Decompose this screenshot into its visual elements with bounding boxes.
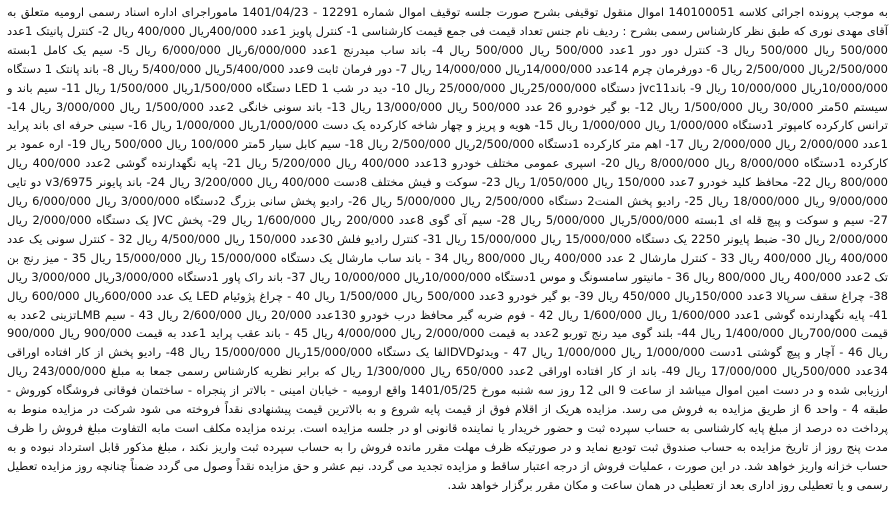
auction-notice-text: به موجب پرونده اجرائی کلاسه 140100051 اموال منقول توقیفی بشرح صورت جلسه توقیف اموال شماره 12291 - 1401/04/23 ماموراجرای اداره اسناد رسمی ارومیه متعلق به آقای مهدی نوری که طبق نظر کارشناس رسمی بشرح : ردیف نام جنس تعداد قیمت فی جمع قیمت کارشناسی 1- کنترل پاویز 1عدد 400/000ریال 400/000 ریال 2- کنترل پانیتک 1عدد 500/000 ریال 500/000 ریال 3- کنترل دور دور 1عدد 500/000 ریال 500/000 ریال 4- باند ساب میدرنج 1عدد 6/000/000ریال 6/000/000 ریال 5- سیم یک کامل 1بسته 2/500/000ریال 2/500/000 ریال 6- دورفرمان چرم 14عدد 14/000/000ریال 14/000/000 ریال 7- دور فرمان ثابت 9عدد 5/400/000ریال 5/400/000 ریال 8- باند پانتک 1 دستگاه 10/000/000ریال 10/000/000 ریال 9- باندjvc11 دستگاه 25/000/000ریال 25/000/000 ریال 10- دید در شب LED 1 دستگاه 1/500/000ریال 1/500/000 ریال 11- سیم باند و سیستم 50متر 30/000 ریال 1/500/000 ریال 12- بو گیر خودرو 26 عدد 500/000 ریال 13/000/000 ریال 13- باند سونی خانگی 2عدد 1/500/000 ریال 3/000/000 ریال 14- ترانس کارکرده کامپوتر 1دستگاه 1/000/000 ریال 1/000/000 ریال 15- هویه و پریز و چهار شاخه کارکرده یک دست 1/000/000ریال 1/000/000 ریال 16- سینی حرفه ای باند پراید 1عدد 2/000/000 ریال 2/000/000 ریال 17- اهم متر کارکرده 1دستگاه 2/500/000ریال 2/500/000 ریال 18- سیم کابل سیار 5متر 100/000 ریال 500/000 ریال 19- اره عمود بر کارکرده 1دستگاه 8/000/000 ریال 8/000/000 ریال 20- اسپری عمومی مختلف خودرو 13عدد 400/000 ریال 5/200/000 ریال 21- پایه نگهدارنده گوشی 2عدد 400/000 ریال 800/000 ریال 22- محافظ کلید خودرو 7عدد 150/000 ریال 1/050/000 ریال 23- سوکت و فیش مختلف 8دست 400/000 ریال 3/200/000 ریال 24- باند پایونر v3/6975 دو تایی 9/000/000 ریال 18/000/000 ریال 25- رادیو پخش المنت2 دستگاه 2/500/000 ریال 5/000/000 ریال 26- رادیو پخش سانی بزرگ 2دستگاه 3/000/000 ریال 6/000/000 ریال 27- سیم و سوکت و پیچ قله ای 1بسته 5/000/000ریال 5/000/000 ریال 28- سیم آی گوی 8عدد 200/000 ریال 1/600/000 ریال 29- پخش JVC یک دستگاه 2/000/000 ریال 2/000/000 ریال 30- ضبط پایونر 2250 یک دستگاه 15/000/000 ریال 15/000/000 ریال 31- کنترل رادیو فلش 30عدد 150/000 ریال 4/500/000 ریال 32 - کنترل سونی یک عدد 400/000 ریال 400/000 ریال 33 - کنترل مارشال 2 عدد 400/000 ریال 800/000 ریال 34 - باند ساب مارشال یک دستگاه 15/000/000 ریال 15/000/000 ریال 35 - میز رنج بن تک 2عدد 400/000 ریال 800/000 ریال 36 - مانیتور سامسونگ و موس 1دستگاه 10/000/000ریال 10/000/000 ریال 37- باند راک پاور 1دستگاه 3/000/000ریال 3/000/000 ریال 38- چراغ سقف سرپالا 3عدد 150/000ریال 450/000 ریال 39- بو گیر خودرو 3عدد 500/000 ریال 1/500/000 ریال 40 - چراغ پژوئیام LED یک عدد 600/000ریال 600/000 ریال 41- پایه نگهدارنده گوشی 1عدد 1/600/000 ریال 1/600/000 ریال 42 - فوم ضربه گیر محافظ درب خودرو 130عدد 20/000 ریال 2/600/000 ریال 43 - سیم LMBتزینی 2عدد به قیمت 700/000ریال 1/400/000 ریال 44- بلند گوی مید رنج توربو 2عدد به قیمت 2/000/000 ریال 4/000/000 ریال 45 - باند عقب پراید 1عدد به قیمت 900/000 ریال 900/000 ریال 46 - آچار و پیچ گوشتی 1دست 1/000/000 ریال 1/000/000 ریال 47 - ویدئوDVDالفا یک دستگاه 15/000/000ریال 15/000/000 ریال 48- رادیو پخش از کار افتاده اوراقی 34عدد 500/000ریال 17/000/000 ریال 49- باند از کار افتاده اوراقی 2عدد 650/000 ریال 1/300/000 ریال که برابر نظریه کارشناس رسمی جمعا به مبلغ 243/000/000 ریال ارزیابی شده و در دست امین اموال میباشد از ساعت 9 الی 12 روز سه شنبه مورخ 1401/05/25 واقع ارومیه - خیابان امینی - بالاتر از پنجراه - ساختمان فوقانی فروشگاه کوروش - طبقه 4 - واحد 6 از طریق مزایده به فروش می رسد. مزایده هریک از اقلام فوق از قیمت پایه شروع و به بالاترین قیمت پیشنهادی نقداً فروخته می شود شرکت در مزایده منوط به پرداخت ده درصد از مبلغ پایه کارشناسی به حساب سپرده ثبت و حضور خریدار یا نماینده قانونی او در جلسه مزایده است. برنده مزایده مکلف است مابه التفاوت مبلغ فروش را ظرف مدت پنج روز از تاریخ مزایده به حساب صندوق ثبت تودیع نماید و در صورتیکه ظرف مهلت مقرر مانده فروش را به حساب سپرده ثبت واریز نکند ، مبلغ مذکور قابل استرداد نبوده و به حساب خزانه واریز خواهد شد. در این صورت ، عملیات فروش از درجه اعتبار ساقط و مزایده تجدید می گردد. نیم عشر و حق مزایده نقداً وصول می گردد ضمناً چنانچه روز مزایده تعطیل رسمی و یا تعطیلی روز اداری بعد از تعطیلی در همان ساعت و مکان مقرر برگزار خواهد شد. (7, 5, 889, 492)
